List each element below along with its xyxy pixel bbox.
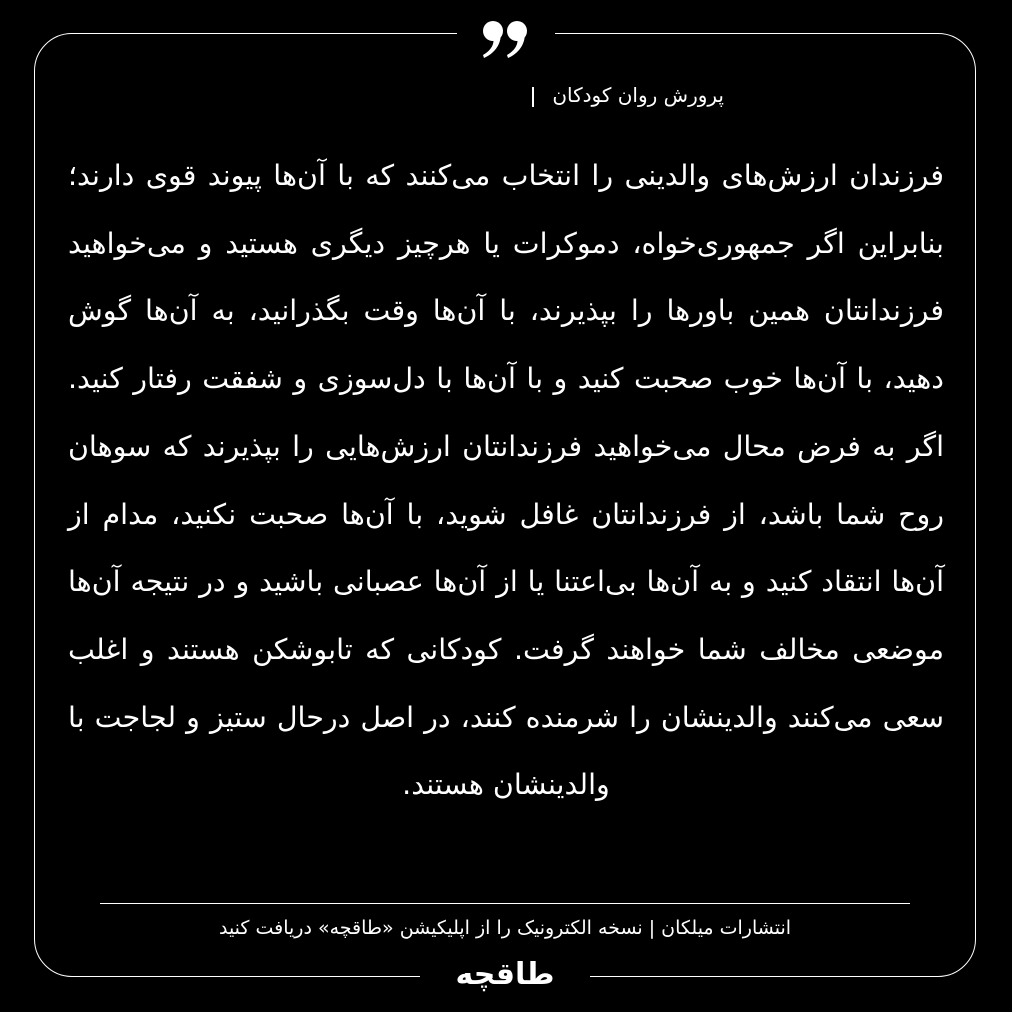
footer-caption: انتشارات میلکان | نسخه الکترونیک را از اپلیکیشن «طاقچه» دریافت کنید — [218, 917, 792, 939]
closing-quote-icon — [480, 18, 532, 62]
footer-divider — [100, 903, 910, 904]
book-subtitle — [532, 80, 724, 110]
subtitle-text: پرورش روان کودکان — [552, 83, 724, 107]
subtitle-divider — [532, 87, 534, 107]
quote-body: فرزندان ارزش‌های والدینی را انتخاب می‌کنند که با آن‌ها پیوند قوی دارند؛ بنابراین اگر جمهوری‌خواه، دموکرات یا هرچیز دیگری هستید و می‌خواهید فرزندانتان همین باورها را بپذیرند، با آن‌ها وقت بگذرانید، به آن‌ها گوش دهید، با آن‌ها خوب صحبت کنید و با آن‌ها با دل‌سوزی و شفقت رفتار کنید. اگر به فرض محال می‌خواهید فرزندانتان ارزش‌هایی را بپذیرند که سوهان روح شما باشد، از فرزندانتان غافل شوید، با آن‌ها صحبت نکنید، مدام از آن‌ها انتقاد کنید و به آن‌ها بی‌اعتنا یا از آن‌ها عصبانی باشید و در نتیجه آن‌ها موضعی مخالف شما خواهند گرفت. کودکانی که تابوشکن هستند و اغلب سعی می‌کنند والدینشان را شرمنده کنند، در اصل درحال ستیز و لجاجت با والدینشان هستند. — [68, 159, 944, 802]
taaghche-logo: طاقچه — [455, 957, 555, 992]
